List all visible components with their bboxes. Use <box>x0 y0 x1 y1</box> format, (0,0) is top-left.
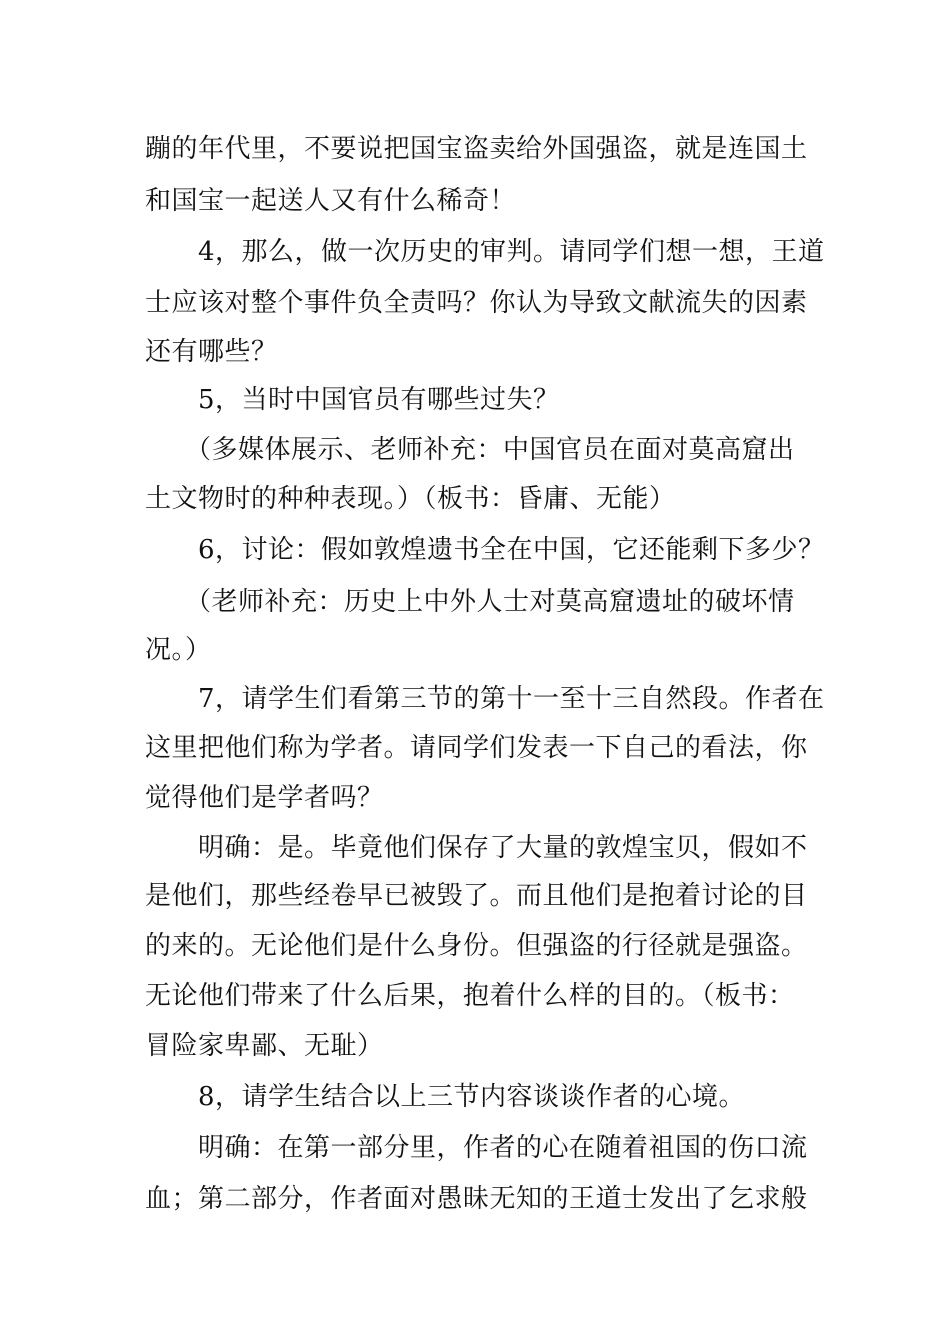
text-line: 6，讨论：假如敦煌遗书全在中国，它还能剩下多少？ <box>145 535 825 565</box>
text-line: 是他们，那些经卷早已被毁了。而且他们是抱着讨论的目 <box>145 881 808 911</box>
text-line: 明确：在第一部分里，作者的心在随着祖国的伤口流 <box>145 1133 808 1163</box>
text-line: 土文物时的种种表现。）（板书：昏庸、无能） <box>145 484 676 514</box>
text-line: 这里把他们称为学者。请同学们发表一下自己的看法，你 <box>145 733 808 763</box>
text-line: （多媒体展示、老师补充：中国官员在面对莫高窟出 <box>145 435 795 465</box>
text-line: 和国宝一起送人又有什么稀奇！ <box>145 186 517 216</box>
text-line: 士应该对整个事件负全责吗？你认为导致文献流失的因素 <box>145 288 808 318</box>
text-line: 血；第二部分，作者面对愚昧无知的王道士发出了乞求般 <box>145 1184 808 1214</box>
text-line: 还有哪些？ <box>145 337 278 367</box>
text-line: 8，请学生结合以上三节内容谈谈作者的心境。 <box>145 1082 746 1112</box>
text-line: 蹦的年代里，不要说把国宝盗卖给外国强盗，就是连国土 <box>145 134 808 164</box>
text-line: 5，当时中国官员有哪些过失？ <box>145 385 560 415</box>
text-line: 7，请学生们看第三节的第十一至十三自然段。作者在 <box>145 684 825 714</box>
text-line: （老师补充：历史上中外人士对莫高窟遗址的破坏情 <box>145 587 795 617</box>
text-line: 4，那么，做一次历史的审判。请同学们想一想，王道 <box>145 237 825 267</box>
text-line: 的来的。无论他们是什么身份。但强盗的行径就是强盗。 <box>145 931 808 961</box>
text-line: 觉得他们是学者吗？ <box>145 783 384 813</box>
text-line: 况。） <box>145 635 212 665</box>
text-line: 冒险家卑鄙、无耻） <box>145 1031 384 1061</box>
text-line: 明确：是。毕竟他们保存了大量的敦煌宝贝，假如不 <box>145 833 808 863</box>
text-line: 无论他们带来了什么后果，抱着什么样的目的。（板书： <box>145 981 795 1011</box>
